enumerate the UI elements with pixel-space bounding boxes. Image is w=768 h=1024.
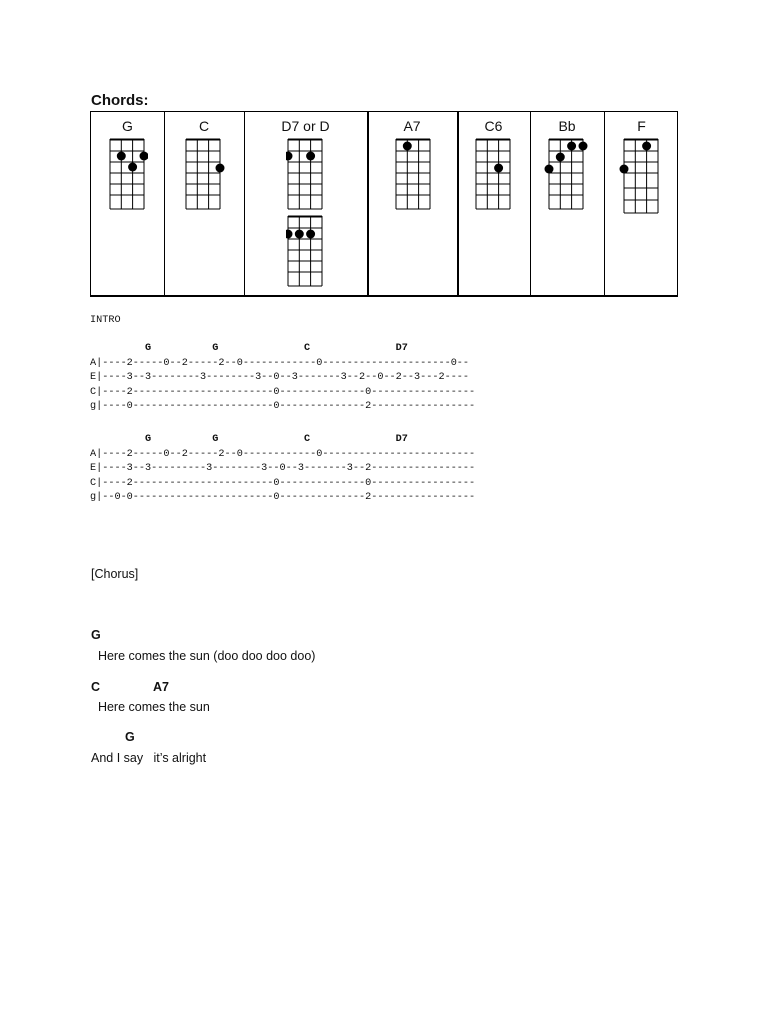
- tab-row-g: g|--0-0-----------------------0--------------2-----------------: [90, 492, 476, 504]
- tab-row-c: C|----2-----------------------0--------------0-----------------: [90, 386, 476, 398]
- chord-diagram-bb: [544, 138, 588, 214]
- lyric-chord: G: [125, 730, 135, 744]
- intro-label: INTRO: [90, 315, 121, 326]
- chords-title: Chords:: [91, 92, 149, 109]
- chord-cell-d7-or-d: [244, 112, 369, 295]
- tab-row-e: E|----3--3--------3--------3--0--3-------3--2--0--2--3---2----: [90, 372, 470, 384]
- tab-block-2: [90, 433, 475, 506]
- chord-diagram-c6: [474, 138, 514, 214]
- tab-chord-row: G G C D7: [90, 343, 408, 354]
- chord-diagram-d: [286, 215, 326, 291]
- lyric-chord: G: [91, 628, 101, 642]
- lyric-line: And I say it’s alright: [91, 751, 207, 765]
- chord-diagram-d7: [286, 138, 326, 214]
- chorus-label: [Chorus]: [91, 567, 139, 581]
- lyric-line: Here comes the sun (doo doo doo doo): [91, 649, 316, 663]
- chord-name: D7 or D: [281, 118, 330, 134]
- chord-diagram-c: [184, 138, 228, 214]
- tab-row-e: E|----3--3---------3--------3--0--3-------3--2-----------------: [90, 463, 476, 475]
- chord-cell-c6: [457, 112, 531, 295]
- tab-row-a: A|----2-----0--2-----2--0------------0-------------------------: [90, 448, 476, 460]
- chord-diagram-g: [108, 138, 148, 214]
- lyric-line: Here comes the sun: [91, 700, 210, 714]
- lyric-chord: C: [91, 680, 101, 694]
- chord-name: G: [122, 118, 133, 134]
- lyric-chord: A7: [153, 680, 169, 694]
- chord-cell-a7: [367, 112, 459, 295]
- chord-cell-c: [164, 112, 245, 295]
- chord-diagram-a7: [394, 138, 434, 214]
- chord-name: Bb: [558, 118, 576, 134]
- tab-block-1: [90, 342, 475, 415]
- chord-cell-f: [604, 112, 679, 295]
- chord-name: C6: [484, 118, 503, 134]
- tab-row-g: g|----0-----------------------0--------------2-----------------: [90, 401, 476, 413]
- chord-name: F: [637, 118, 646, 134]
- chord-name: A7: [403, 118, 421, 134]
- tab-row-c: C|----2-----------------------0--------------0-----------------: [90, 477, 476, 489]
- tab-chord-row: G G C D7: [90, 434, 408, 445]
- chord-diagram-f: [619, 138, 663, 218]
- chord-cell-g: [91, 112, 165, 295]
- chord-cell-bb: [530, 112, 605, 295]
- tab-row-a: A|----2-----0--2-----2--0------------0---------------------0--: [90, 357, 470, 369]
- chord-table: [90, 111, 678, 297]
- chord-name: C: [198, 118, 210, 134]
